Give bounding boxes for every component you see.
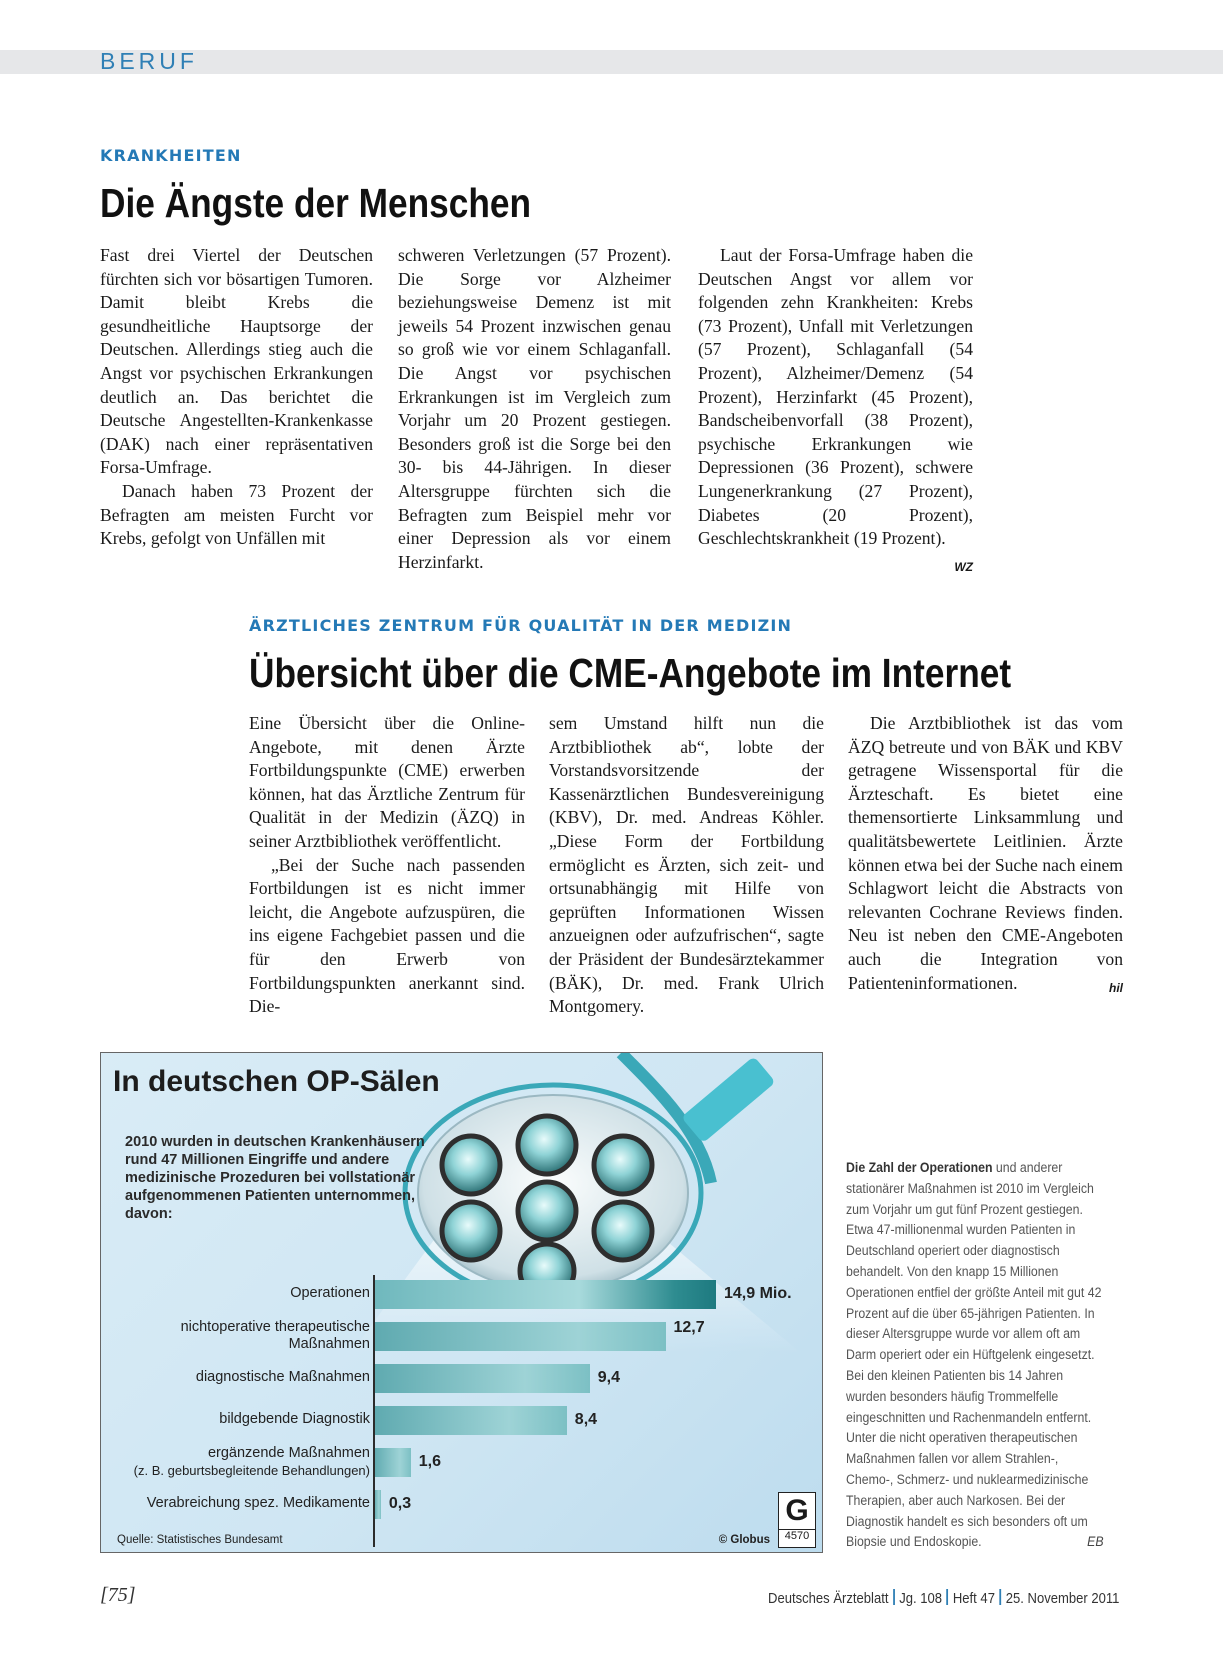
page-number: [75]	[100, 1584, 136, 1606]
chart-bar	[374, 1406, 567, 1435]
article1-kicker: KRANKHEITEN	[100, 146, 242, 165]
article1-paragraph: Danach haben 73 Prozent der Befragten am meisten Furcht vor Krebs, gefolgt von Unfällen mit	[100, 480, 373, 549]
chart-bar	[374, 1448, 411, 1477]
article1-headline: Die Ängste der Menschen	[100, 180, 532, 226]
infographic-caption	[846, 1158, 1104, 1553]
footer-separator	[946, 1589, 948, 1605]
article1-paragraph: schweren Verletzungen (57 Prozent). Die Sorge vor Alzheimer beziehungsweise Demenz ist mit jeweils 54 Prozent inzwischen genau so groß wie vor einem Schlaganfall. Die Angst vor psychischen Erkrankungen ist im Vergleich zum Vorjahr um 20 Prozent gestiegen. Besonders groß ist die Sorge bei den 30- bis 44-Jährigen. In dieser Altersgruppe fürchten sich die Befragten zum Beispiel mehr vor einer Depression als vor einem Herzinfarkt.	[398, 245, 671, 572]
chart-category-label-line: (z. B. geburtsbegleitende Behandlungen)	[133, 1462, 370, 1478]
article2-column-2	[549, 712, 824, 1019]
footer-date: 25. November 2011	[1005, 1591, 1119, 1607]
article2-column-1	[249, 712, 525, 1019]
article2-kicker: ÄRZTLICHES ZENTRUM FÜR QUALITÄT IN DER MEDIZIN	[249, 616, 793, 635]
article2-paragraph	[848, 712, 1123, 995]
article1-column-3	[698, 244, 973, 579]
article2-column-3	[848, 712, 1123, 1000]
chart-category-label-line: diagnostische Maßnahmen	[195, 1369, 370, 1385]
infographic-intro: 2010 wurden in deutschen Krankenhäusern rund 47 Millionen Eingriffe und andere medizinische Prozeduren bei vollstationär aufgenommenen Patienten unternommen, davon:	[125, 1134, 425, 1222]
article2-paragraph: sem Umstand hilft nun die Arztbibliothek ab“, lobte der Vorstandsvorsitzende der Kassenärztlichen Bundesvereinigung (KBV), Dr. med. Andreas Köhler. „Diese Form der Fortbildung ermöglicht es Ärzten, sich zeit- und ortsunabhängig mit Hilfe von geprüften Informationen Wissen anzueignen oder aufzufrischen“, sagte der Präsident der Bundesärztekammer (BÄK), Dr. med. Frank Ulrich Montgomery.	[549, 713, 824, 1017]
chart-axis-line	[373, 1275, 375, 1547]
chart-value-label: 12,7	[673, 1319, 705, 1336]
caption-lead: Die Zahl der Operationen	[846, 1160, 993, 1175]
chart-category-label	[290, 1285, 370, 1302]
footer-separator	[893, 1589, 895, 1605]
article2-paragraph-text: Die Arztbibliothek ist das vom ÄZQ betreute und von BÄK und KBV getragene Wissensportal für die Ärzteschaft. Es bietet eine themensortierte Linksammlung und qualitätsbewertete Leitlinien. Ärzte können etwa bei der Suche nach einem Schlagwort leicht die Abstracts von relevanten Cochrane Reviews finden. Neu ist neben den CME-Angeboten auch die Integration von Patienteninformationen.	[848, 713, 1123, 993]
article1-paragraph	[698, 244, 973, 574]
infographic-credit: © Globus	[718, 1534, 770, 1546]
infographic-source: Quelle: Statistisches Bundesamt	[117, 1534, 283, 1546]
article1-signature: WZ	[954, 559, 973, 574]
chart-category-label-line: ergänzende Maßnahmen	[207, 1444, 370, 1461]
infographic-title: In deutschen OP-Sälen	[113, 1065, 440, 1098]
article1-paragraph: Fast drei Viertel der Deutschen fürchten sich vor bösartigen Tumoren. Damit bleibt Krebs die gesundheitliche Hauptsorge der Deutschen. Allerdings stieg auch die Angst vor psychischen Erkrankungen deutlich an. Das berichtet die Deutsche Angestellten-Krankenkasse (DAK) nach einer repräsentativen Forsa-Umfrage.	[100, 245, 373, 478]
footer-citation	[768, 1589, 1119, 1607]
article1-column-2	[398, 244, 671, 574]
caption-signature: EB	[1087, 1534, 1104, 1550]
chart-category-label-line: bildgebende Diagnostik	[219, 1411, 370, 1427]
chart-category-label-line: Operationen	[290, 1285, 370, 1301]
chart-value-label: 1,6	[418, 1453, 441, 1470]
chart-value-label: 0,3	[388, 1495, 412, 1512]
chart-bar	[374, 1364, 590, 1393]
chart-category-label-line: Verabreichung spez. Medikamente	[146, 1495, 370, 1511]
chart-category-label-line: nichtoperative therapeutische	[180, 1318, 370, 1335]
chart-value-label: 9,4	[597, 1369, 620, 1386]
footer-volume: Jg. 108	[898, 1591, 942, 1607]
footer-separator	[999, 1589, 1001, 1605]
caption-text: und anderer stationärer Maßnahmen ist 2010 im Vergleich zum Vorjahr um gut fünf Prozent gestiegen. Etwa 47-millionenmal wurden Patienten in Deutschland operiert oder diagnostisch behandelt. Von den knapp 15 Millionen Operationen entfiel der größte Anteil mit gut 42 Prozent auf die über 65-jährigen Patienten. In dieser Altersgruppe wurde vor allem oft am Darm operiert oder ein Hüftgelenk eingesetzt. Bei den kleinen Patienten bis 14 Jahren wurden besonders häufig Trommelfelle eingeschnitten und Rachenmandeln entfernt. Unter die nicht operativen therapeutischen Maßnahmen fallen vor allem Strahlen-, Chemo-, Schmerz- und nuklearmedizinische Therapien, aber auch Narkosen. Bei der Diagnostik handelt es sich besonders oft um Biopsie und Endoskopie.	[846, 1160, 1102, 1550]
footer-journal: Deutsches Ärzteblatt	[767, 1591, 889, 1607]
chart-bar	[374, 1490, 381, 1519]
globus-logo-number: 4570	[784, 1530, 810, 1542]
footer-issue: Heft 47	[952, 1591, 995, 1607]
chart-value-label: 8,4	[574, 1411, 598, 1428]
chart-bar	[374, 1280, 716, 1309]
chart-category-label	[219, 1411, 370, 1428]
globus-logo-letter: G	[779, 1493, 815, 1530]
article1-column-1	[100, 244, 373, 551]
article2-signature: hil	[1109, 980, 1123, 995]
chart-bar	[374, 1322, 666, 1351]
article2-paragraph: „Bei der Suche nach passenden Fortbildungen ist es nicht immer leicht, die Angebote aufzuspüren, die ins eigene Fachgebiet passen und die für den Erwerb von Fortbildungspunkten anerkannt sind. Die-	[249, 854, 525, 1017]
chart-category-label	[196, 1369, 370, 1386]
chart-value-label: 14,9 Mio.	[724, 1285, 792, 1302]
article2-paragraph: Eine Übersicht über die Online-Angebote, mit denen Ärzte Fortbildungspunkte (CME) erwerben können, hat das Ärztliche Zentrum für Qualität in der Medizin (ÄZQ) in seiner Arztbibliothek veröffentlicht.	[249, 713, 525, 851]
chart-category-label	[147, 1495, 370, 1512]
chart-category-label-line: Maßnahmen	[288, 1335, 370, 1352]
infographic	[100, 1052, 823, 1553]
chart-category-label	[134, 1445, 370, 1479]
section-label: BERUF	[100, 48, 198, 74]
article1-paragraph-text: Laut der Forsa-Umfrage haben die Deutschen Angst vor allem vor folgenden zehn Krankheiten: Krebs (73 Prozent), Unfall mit Verletzungen (57 Prozent), Schlaganfall (54 Prozent), Alzheimer/Demenz (54 Prozent), Herzinfarkt (45 Prozent), Bandscheibenvorfall (38 Prozent), psychische Erkrankungen wie Depressionen (36 Prozent), schwere Lungenerkrankung (27 Prozent), Diabetes (20 Prozent), Geschlechtskrankheit (19 Prozent).	[698, 245, 973, 549]
article2-headline: Übersicht über die CME-Angebote im Internet	[249, 650, 1012, 696]
globus-logo	[778, 1492, 816, 1548]
chart-category-label	[181, 1319, 370, 1353]
